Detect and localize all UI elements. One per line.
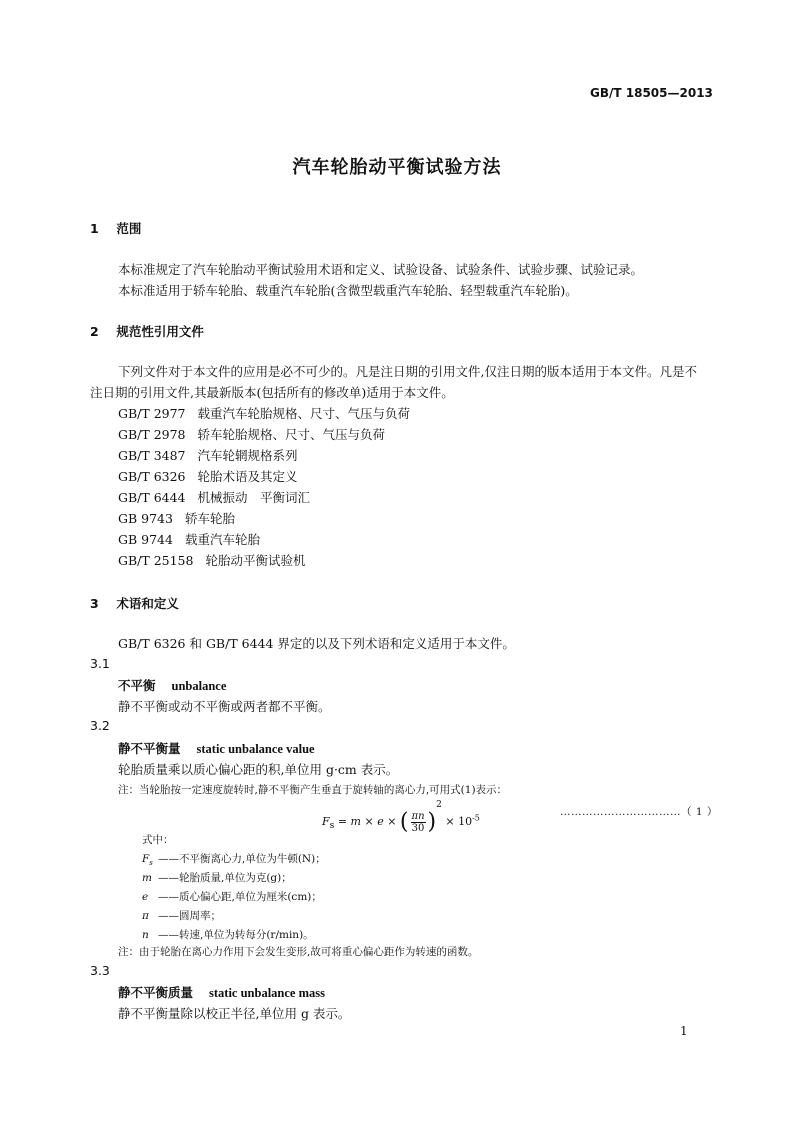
variable-desc: ——转速,单位为转每分(r/min)。 bbox=[158, 929, 314, 941]
term-number: 3.3 bbox=[90, 963, 110, 978]
formula-lhs-sub: s bbox=[329, 820, 335, 832]
formula-fraction bbox=[411, 811, 426, 834]
reference-item bbox=[118, 509, 235, 527]
section-title: 范围 bbox=[116, 221, 142, 236]
reference-code: GB/T 3487 bbox=[118, 448, 186, 463]
term-number: 3.1 bbox=[90, 656, 110, 671]
variable-row bbox=[142, 851, 326, 867]
reference-item bbox=[118, 530, 260, 548]
reference-item bbox=[118, 488, 310, 506]
section-1-heading bbox=[90, 219, 141, 237]
term-en: unbalance bbox=[171, 679, 227, 693]
note: 注：当轮胎按一定速度旋转时,静不平衡产生垂直于旋转轴的离心力,可用式(1)表示： bbox=[118, 784, 508, 796]
right-paren-glyph: ) bbox=[427, 809, 437, 835]
formula-tail: × 10 bbox=[445, 815, 473, 828]
references-intro: 下列文件对于本文件的应用是必不可少的。凡是注日期的引用文件,仅注日期的版本适用于本文件。凡是不注日期的引用文件,其最新版本(包括所有的修改单)适用于本文件。 bbox=[90, 364, 697, 400]
note: 注：由于轮胎在离心力作用下会发生变形,故可将重心偏心距作为转速的函数。 bbox=[118, 946, 479, 958]
reference-item bbox=[118, 446, 298, 464]
reference-code: GB 9743 bbox=[118, 511, 173, 526]
term-zh: 静不平衡量 bbox=[118, 741, 181, 756]
equation-number: ……………………………（ 1 ） bbox=[560, 806, 718, 818]
reference-code: GB/T 6326 bbox=[118, 469, 186, 484]
term-heading bbox=[118, 676, 226, 694]
reference-name: 汽车轮辋规格系列 bbox=[197, 448, 298, 463]
term-zh: 不平衡 bbox=[118, 678, 156, 693]
reference-name: 轮胎动平衡试验机 bbox=[205, 553, 306, 568]
term-definition: 静不平衡量除以校正半径,单位用 g 表示。 bbox=[118, 1006, 351, 1021]
formula-exponent: 2 bbox=[436, 800, 442, 810]
terms-intro: GB/T 6326 和 GB/T 6444 界定的以及下列术语和定义适用于本文件。 bbox=[118, 636, 515, 651]
reference-code: GB/T 6444 bbox=[118, 490, 186, 505]
reference-name: 轮胎术语及其定义 bbox=[197, 469, 298, 484]
term-heading bbox=[118, 739, 315, 757]
section-number: 3 bbox=[90, 596, 99, 611]
section-2-heading bbox=[90, 322, 204, 340]
document-title: 汽车轮胎动平衡试验方法 bbox=[292, 157, 502, 178]
scope-paragraph-1: 本标准规定了汽车轮胎动平衡试验用术语和定义、试验设备、试验条件、试验步骤、试验记录。 bbox=[118, 262, 644, 277]
reference-item bbox=[118, 425, 385, 443]
section-number: 2 bbox=[90, 324, 99, 339]
reference-name: 载重汽车轮胎 bbox=[184, 532, 260, 547]
reference-name: 轿车轮胎规格、尺寸、气压与负荷 bbox=[197, 427, 386, 442]
term-definition: 静不平衡或动不平衡或两者都不平衡。 bbox=[118, 699, 331, 714]
standard-number: GB/T 18505—2013 bbox=[590, 86, 713, 100]
fraction-numerator: πn bbox=[411, 810, 425, 822]
variable-desc: ——圆周率； bbox=[158, 910, 221, 922]
variable-row bbox=[142, 889, 322, 904]
variable-symbol: e bbox=[142, 891, 149, 903]
reference-code: GB/T 2978 bbox=[118, 427, 186, 442]
variable-desc: ——轮胎质量,单位为克(g)； bbox=[158, 872, 292, 884]
variable-desc: ——不平衡离心力,单位为牛顿(N)； bbox=[158, 853, 326, 865]
reference-name: 轿车轮胎 bbox=[184, 511, 235, 526]
variable-desc: ——质心偏心距,单位为厘米(cm)； bbox=[158, 891, 322, 903]
page-number: 1 bbox=[680, 1024, 688, 1038]
reference-item bbox=[118, 404, 410, 422]
section-3-heading bbox=[90, 594, 179, 612]
variable-symbol: π bbox=[142, 910, 149, 922]
term-number: 3.2 bbox=[90, 718, 110, 733]
variable-row bbox=[142, 927, 314, 942]
left-paren-glyph: ( bbox=[399, 809, 409, 835]
fraction-denominator: 30 bbox=[411, 822, 425, 834]
reference-code: GB/T 25158 bbox=[118, 553, 194, 568]
term-heading bbox=[118, 983, 325, 1001]
variable-symbol: n bbox=[142, 929, 149, 941]
formula bbox=[322, 800, 480, 835]
term-definition: 轮胎质量乘以质心偏心距的积,单位用 g·cm 表示。 bbox=[118, 762, 399, 777]
section-title: 术语和定义 bbox=[116, 596, 179, 611]
formula-lhs: F bbox=[322, 815, 330, 828]
variable-row bbox=[142, 908, 221, 923]
reference-code: GB 9744 bbox=[118, 532, 173, 547]
reference-name: 载重汽车轮胎规格、尺寸、气压与负荷 bbox=[197, 406, 411, 421]
reference-item bbox=[118, 551, 305, 569]
variable-symbol: m bbox=[142, 872, 152, 884]
reference-code: GB/T 2977 bbox=[118, 406, 186, 421]
term-zh: 静不平衡质量 bbox=[118, 985, 194, 1000]
formula-mid: = m × e × bbox=[337, 815, 397, 828]
variable-symbol: $F_s$ bbox=[142, 853, 153, 868]
scope-paragraph-2: 本标准适用于轿车轮胎、载重汽车轮胎(含微型载重汽车轮胎、轻型载重汽车轮胎)。 bbox=[118, 283, 578, 298]
formula-tail-exponent: -5 bbox=[472, 813, 480, 823]
section-title: 规范性引用文件 bbox=[116, 324, 204, 339]
term-en: static unbalance value bbox=[196, 742, 315, 756]
where-label: 式中： bbox=[142, 834, 174, 846]
reference-name: 机械振动 平衡词汇 bbox=[197, 490, 311, 505]
reference-item bbox=[118, 467, 298, 485]
variable-row bbox=[142, 870, 292, 885]
term-en: static unbalance mass bbox=[209, 986, 325, 1000]
section-number: 1 bbox=[90, 221, 99, 236]
